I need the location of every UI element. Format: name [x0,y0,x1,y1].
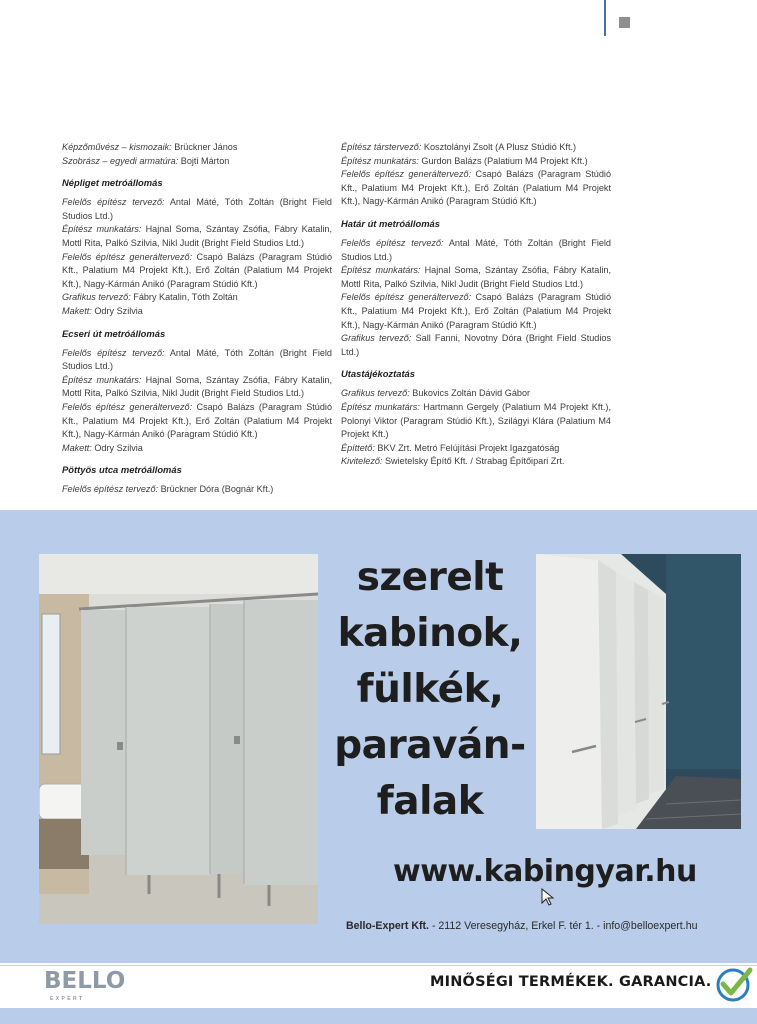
credit-line: Makett: Odry Szilvia [62,305,143,316]
section-title: Határ út metróállomás [341,217,440,229]
credit-line: Felelős építész generáltervező: Csapó Balázs (Paragram Stúdió Kft., Palatium M4 Projekt Kft.), Erő Zoltán (Palatium M4 Projekt Kft.), Nagy-Kármán Anikó (Paragram Stúdió Kft.) [341,169,611,207]
credits-column-right [341,141,611,469]
credit-line: Felelős építész generáltervező: Csapó Balázs (Paragram Stúdió Kft., Palatium M4 Projekt Kft.), Erő Zoltán (Palatium M4 Projekt Kft.), Nagy-Kármán Anikó (Paragram Stúdió Kft.) [341,292,611,330]
company-name: Bello-Expert Kft. [346,920,429,932]
credit-line: Grafikus tervező: Sall Fanni, Novotny Dóra (Bright Field Studios Ltd.) [341,333,611,357]
credit-line: Grafikus tervező: Bukovics Zoltán Dávid Gábor [341,388,531,399]
credit-line: Grafikus tervező: Fábry Katalin, Tóth Zoltán [62,292,238,303]
credit-line: Kivitelező: Swietelsky Építő Kft. / Strabag Építőipari Zrt. [341,456,565,467]
credit-line: Építész munkatárs: Hartmann Gergely (Palatium M4 Projekt Kft.), Polonyi Viktor (Paragram Stúdió Kft.), Szilágyi Klára (Palatium M4 Projekt Kft.) [341,401,611,440]
checkmark-badge-icon [714,965,754,1003]
restroom-cabins-photo [39,554,318,924]
logo-subtitle: EXPERT [50,996,85,1002]
credit-line: Építész társtervező: Kosztolányi Zsolt (A Plusz Stúdió Kft.) [341,142,577,152]
footer-band [0,1008,757,1024]
credit-line: Építész munkatárs: Hajnal Soma, Szántay Zsófia, Fábry Katalin, Mottl Rita, Palkó Szilvia, Nikl Judit (Bright Field Studios Ltd.) [62,374,332,399]
credit-line: Felelős építész tervező: Antal Máté, Tóth Zoltán (Bright Field Studios Ltd.) [62,197,332,221]
credit-line: Építész munkatárs: Hajnal Soma, Szántay Zsófia, Fábry Katalin, Mottl Rita, Palkó Szilvia, Nikl Judit (Bright Field Studios Ltd.) [62,224,332,248]
section-title: Ecseri út metróállomás [62,327,166,339]
credit-line: Felelős építész tervező: Brückner Dóra (Bognár Kft.) [62,484,274,495]
credit-line: Felelős építész generáltervező: Csapó Balázs (Paragram Stúdió Kft., Palatium M4 Projekt Kft.), Erő Zoltán (Palatium M4 Projekt Kft.), Nagy-Kármán Anikó (Paragram Stúdió Kft.) [62,251,332,289]
company-address: - 2112 Veresegyház, Erkel F. tér 1. - info@belloexpert.hu [429,920,698,932]
footer-slogan: MINŐSÉGI TERMÉKEK. GARANCIA. [430,974,712,990]
credit-line: Felelős építész tervező: Antal Máté, Tóth Zoltán (Bright Field Studios Ltd.) [62,347,332,372]
header-accent-rule [604,0,606,36]
credit-line: Képzőművész – kismozaik: Brückner János [62,142,238,152]
headline-line: kabinok, [337,611,523,656]
headline-line: falak [376,779,484,824]
ad-website-link[interactable]: www.kabingyar.hu [393,854,697,889]
headline-line: szerelt [356,555,504,600]
headline-line: fülkék, [356,667,504,712]
credit-line: Építész munkatárs: Hajnal Soma, Szántay Zsófia, Fábry Katalin, Mottl Rita, Palkó Szilvia, Nikl Judit (Bright Field Studios Ltd.) [341,265,611,289]
credit-line: Építész munkatárs: Gurdon Balázs (Palatium M4 Projekt Kft.) [341,155,588,166]
ad-contact-line [346,920,697,932]
header-square-marker [619,17,630,28]
credit-line: Makett: Odry Szilvia [62,442,143,453]
credits-column-left [62,141,332,497]
credit-line: Felelős építész tervező: Antal Máté, Tóth Zoltán (Bright Field Studios Ltd.) [341,237,611,262]
bello-expert-logo [44,966,124,1006]
section-title: Utastájékoztatás [341,368,415,380]
credit-line: Építtető: BKV Zrt. Metró Felújítási Projekt Igazgatóság [341,442,560,453]
logo-wordmark: BELLO [44,968,126,994]
section-title: Pöttyös utca metróállomás [62,464,182,476]
advertisement-panel [0,510,757,963]
cabin-doors-photo [536,554,741,829]
headline-line: paraván- [334,723,526,768]
ad-headline [330,550,530,830]
credit-line: Szobrász – egyedi armatúra: Bojti Márton [62,155,230,166]
mouse-cursor-icon [541,888,555,906]
credit-line: Felelős építész generáltervező: Csapó Balázs (Paragram Stúdió Kft., Palatium M4 Projekt Kft.), Erő Zoltán (Palatium M4 Projekt Kft.), Nagy-Kármán Anikó (Paragram Stúdió Kft.) [62,401,332,440]
section-title: Népliget metróállomás [62,177,163,189]
